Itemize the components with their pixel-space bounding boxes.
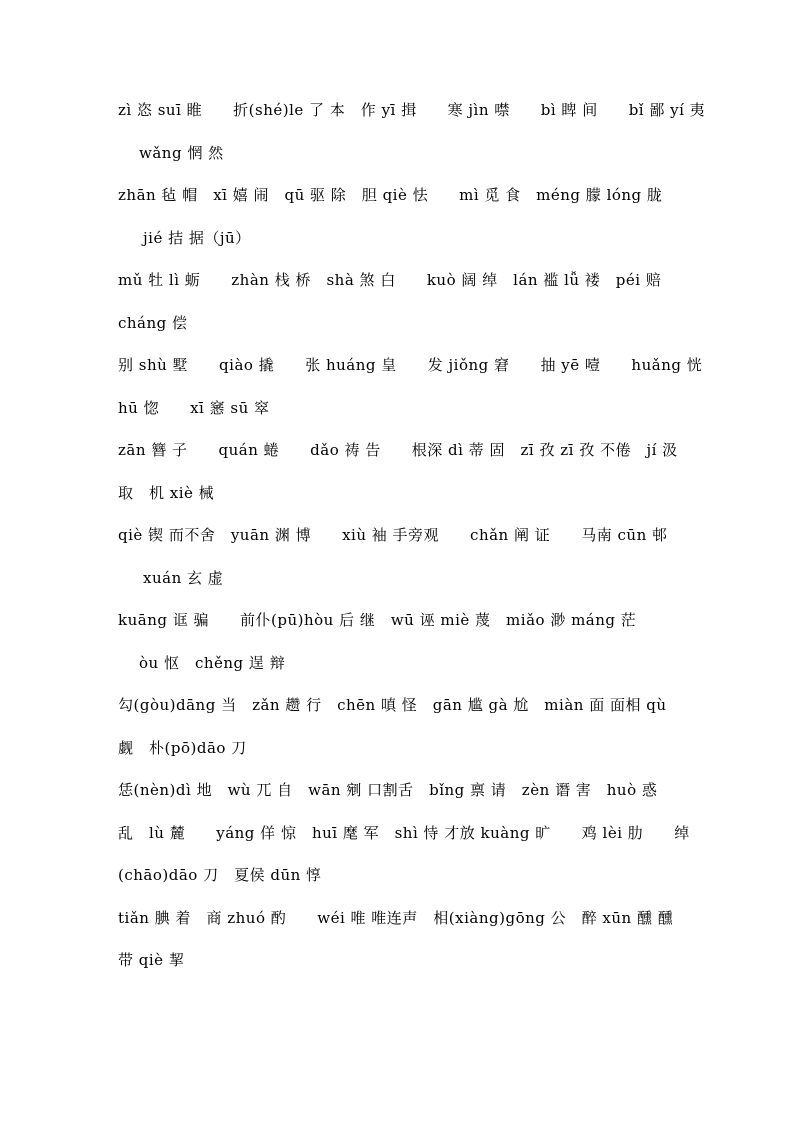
text-line: hū 惚 xī 窸 sū 窣: [118, 399, 270, 417]
text-line: qiè 锲 而不舍 yuān 渊 博 xiù 袖 手旁观 chǎn 阐 证 马南 cūn 邨: [118, 526, 668, 544]
text-line: 乱 lù 麓 yáng 佯 惊 huī 麾 军 shì 恃 才放 kuàng 旷 鸡 lèi 肋 绰: [118, 824, 690, 842]
text-line: mǔ 牡 lì 蛎 zhàn 栈 桥 shà 煞 白 kuò 阔 绰 lán 褴 lǚ 褛 péi 赔: [118, 271, 662, 289]
text-line: 恁(nèn)dì 地 wù 兀 自 wān 剜 口割舌 bǐng 禀 请 zèn 谮 害 huò 惑: [118, 781, 658, 799]
text-line: xuán 玄 虚: [143, 569, 224, 587]
text-line: zān 簪 子 quán 蜷 dǎo 祷 告 根深 dì 蒂 固 zī 孜 zī 孜 不倦 jí 汲: [118, 441, 678, 459]
text-line: jié 拮 据（jū）: [143, 229, 251, 247]
text-line: kuāng 诓 骗 前仆(pū)hòu 后 继 wū 诬 miè 蔑 miǎo 渺 máng 茫: [118, 611, 637, 629]
text-line: zì 恣 suī 睢 折(shé)le 了 本 作 yī 揖 寒 jìn 噤 bì 睥 间 bǐ 鄙 yí 夷: [118, 101, 706, 119]
text-line: 带 qiè 挈: [118, 951, 185, 969]
text-line: 别 shù 墅 qiào 撬 张 huáng 皇 发 jiǒng 窘 抽 yē 噎 huǎng 恍: [118, 356, 703, 374]
text-line: (chāo)dāo 刀 夏侯 dūn 惇: [118, 866, 322, 884]
text-line: 觑 朴(pō)dāo 刀: [118, 739, 247, 757]
text-line: cháng 偿: [118, 314, 188, 332]
text-line: 取 机 xiè 械: [118, 484, 215, 502]
text-line: 勾(gòu)dāng 当 zǎn 趱 行 chēn 嗔 怪 gān 尴 gà 尬 miàn 面 面相 qù: [118, 696, 667, 714]
text-line: tiǎn 腆 着 商 zhuó 酌 wéi 唯 唯连声 相(xiàng)gōng 公 醉 xūn 醺 醺: [118, 909, 674, 927]
text-line: wǎng 惘 然: [139, 144, 224, 162]
text-line: zhān 毡 帽 xī 嬉 闹 qū 驱 除 胆 qiè 怯 mì 觅 食 méng 朦 lóng 胧: [118, 186, 663, 204]
text-line: òu 怄 chěng 逞 辩: [139, 654, 286, 672]
